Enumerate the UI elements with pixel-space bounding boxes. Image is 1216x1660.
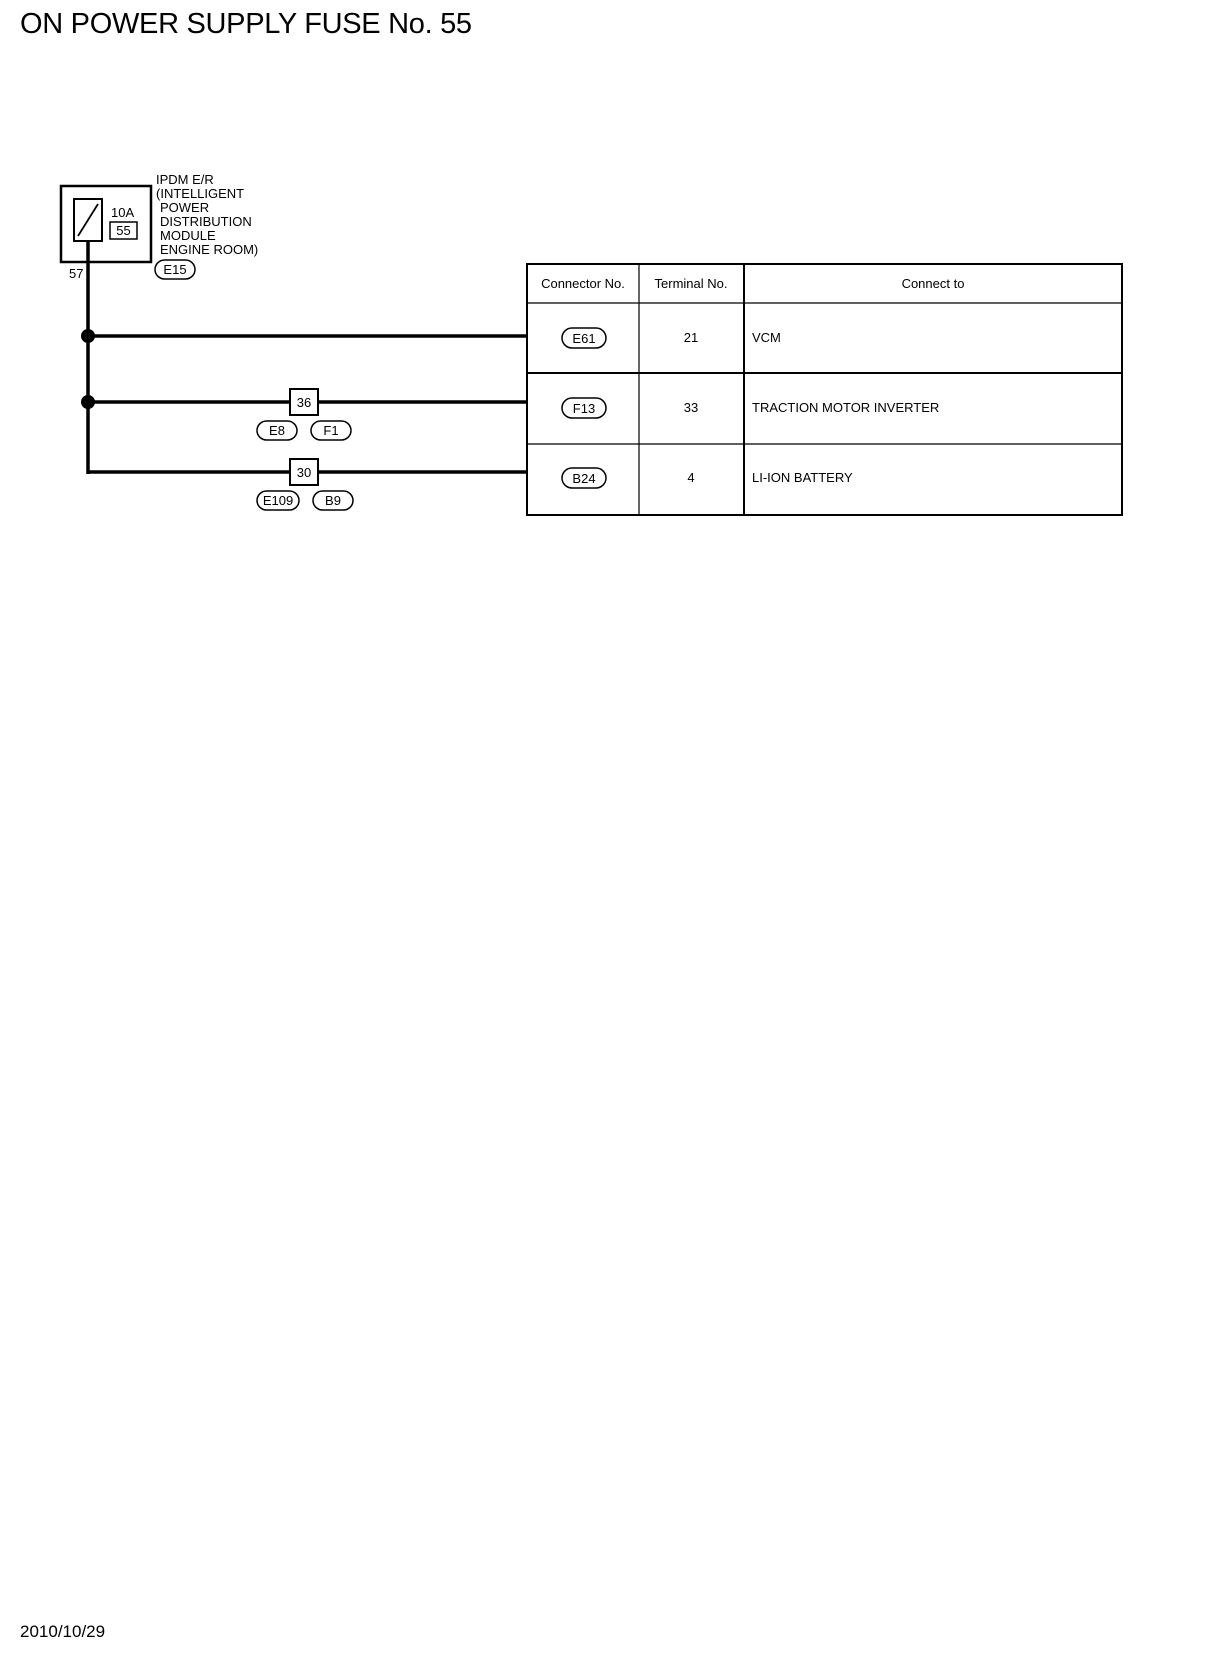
row-connector: F13 bbox=[572, 401, 596, 416]
joint-terminal: 36 bbox=[296, 395, 312, 410]
table-header: Terminal No. bbox=[654, 276, 728, 291]
wires bbox=[88, 241, 527, 474]
fuse-rating: 10A bbox=[111, 205, 135, 220]
joint-connector-label: F1 bbox=[323, 423, 339, 438]
ipdm-label-line: POWER bbox=[160, 200, 210, 215]
ipdm-label-line: IPDM E/R bbox=[156, 172, 214, 187]
fuse-element bbox=[78, 204, 98, 236]
ipdm-terminal: 57 bbox=[69, 266, 84, 281]
ipdm-module bbox=[61, 172, 258, 281]
ipdm-label-line: DISTRIBUTION bbox=[160, 214, 252, 229]
footer-date: 2010/10/29 bbox=[20, 1622, 106, 1641]
ipdm-label bbox=[156, 172, 258, 257]
joint-connector bbox=[257, 459, 353, 510]
joint-terminal: 30 bbox=[296, 465, 312, 480]
joint-connector-label: E8 bbox=[269, 423, 285, 438]
ipdm-label-line: MODULE bbox=[160, 228, 216, 243]
row-connector: B24 bbox=[572, 471, 596, 486]
table-header: Connect to bbox=[901, 276, 965, 291]
row-connect-to: LI-ION BATTERY bbox=[752, 470, 853, 485]
ipdm-label-line: ENGINE ROOM) bbox=[160, 242, 259, 257]
row-terminal: 33 bbox=[683, 400, 699, 415]
row-terminal: 21 bbox=[683, 330, 699, 345]
ipdm-connector: E15 bbox=[163, 262, 187, 277]
joint-connector bbox=[257, 389, 351, 440]
row-terminal: 4 bbox=[687, 470, 695, 485]
connection-table bbox=[527, 264, 1122, 515]
joint-connector-label: B9 bbox=[325, 493, 341, 508]
row-connect-to: TRACTION MOTOR INVERTER bbox=[752, 400, 940, 415]
joint-connector-label: E109 bbox=[262, 493, 294, 508]
ipdm-label-line: (INTELLIGENT bbox=[156, 186, 244, 201]
splice-point bbox=[81, 329, 95, 343]
row-connector: E61 bbox=[572, 331, 596, 346]
fuse-number: 55 bbox=[116, 223, 131, 238]
splice-point bbox=[81, 395, 95, 409]
table-header: Connector No. bbox=[541, 276, 625, 291]
page-title: ON POWER SUPPLY FUSE No. 55 bbox=[20, 8, 472, 40]
row-connect-to: VCM bbox=[752, 330, 781, 345]
